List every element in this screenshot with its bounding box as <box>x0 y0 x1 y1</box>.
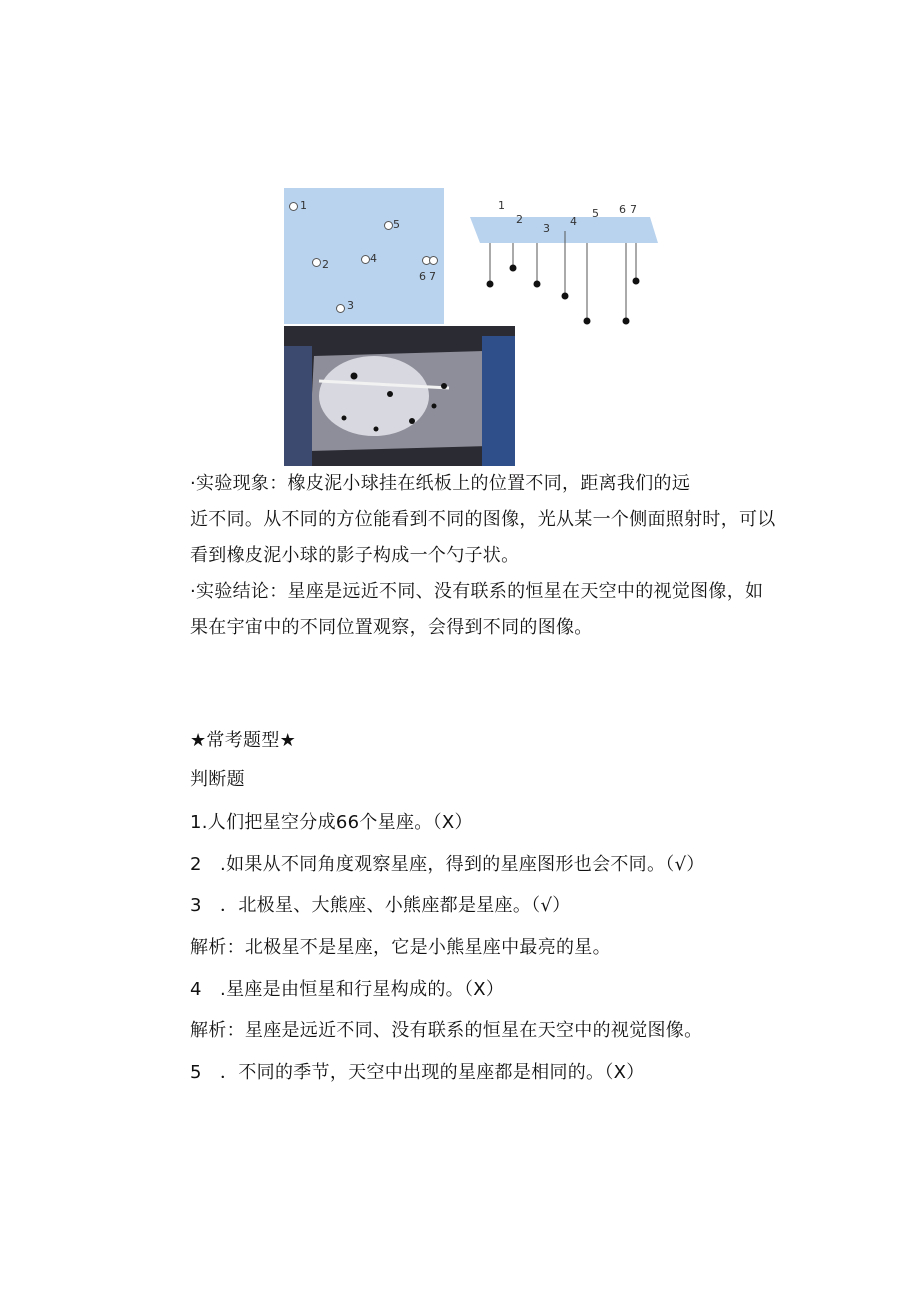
hanging-ball <box>633 278 640 285</box>
star-ball <box>289 202 298 211</box>
star-ball <box>384 221 393 230</box>
star-label: 4 <box>570 215 577 228</box>
question-3: 3 ．北极星、大熊座、小熊座都是星座。（√） <box>190 895 571 916</box>
phenomenon-line-2: 近不同。从不同的方位能看到不同的图像，光从某一个侧面照射时，可以 <box>190 509 776 530</box>
star-ball <box>361 255 370 264</box>
conclusion-line-1: ·实验结论：星座是远近不同、没有联系的恒星在天空中的视觉图像，如 <box>190 581 764 602</box>
side-view-figure <box>470 195 660 330</box>
top-view-figure <box>284 188 444 324</box>
subsection-title: 判断题 <box>190 769 245 790</box>
star-label: 1 <box>300 199 307 212</box>
star-label: 3 <box>347 299 354 312</box>
star-ball <box>336 304 345 313</box>
star-label: 4 <box>370 252 377 265</box>
star-label: 7 <box>429 270 436 283</box>
photo-drawing <box>284 326 515 466</box>
section-title: ★常考题型★ <box>190 730 297 751</box>
star-label: 1 <box>498 199 505 212</box>
star-ball <box>429 256 438 265</box>
board-shape <box>470 217 658 243</box>
question-4: 4 .星座是由恒星和行星构成的。（X） <box>190 979 505 1000</box>
star-label: 2 <box>322 258 329 271</box>
hanging-ball <box>584 318 591 325</box>
answer-4: 解析：星座是远近不同、没有联系的恒星在天空中的视觉图像。 <box>190 1020 703 1041</box>
phenomenon-line-1: ·实验现象：橡皮泥小球挂在纸板上的位置不同，距离我们的远 <box>190 473 691 494</box>
star-label: 6 <box>619 203 626 216</box>
star-label: 7 <box>630 203 637 216</box>
answer-3: 解析：北极星不是星座，它是小熊星座中最亮的星。 <box>190 937 611 958</box>
star-ball <box>312 258 321 267</box>
star-label: 5 <box>592 207 599 220</box>
star-label: 3 <box>543 222 550 235</box>
question-5: 5 ．不同的季节，天空中出现的星座都是相同的。（X） <box>190 1062 645 1083</box>
experiment-photo <box>284 326 515 466</box>
phenomenon-line-3: 看到橡皮泥小球的影子构成一个勺子状。 <box>190 545 520 566</box>
hanging-ball <box>623 318 630 325</box>
star-label: 6 <box>419 270 426 283</box>
hanging-ball <box>487 281 494 288</box>
question-1: 1.人们把星空分成66个星座。（X） <box>190 812 473 833</box>
hanging-ball <box>510 265 517 272</box>
hanging-ball <box>534 281 541 288</box>
star-label: 2 <box>516 213 523 226</box>
question-2: 2 .如果从不同角度观察星座，得到的星座图形也会不同。（√） <box>190 854 705 875</box>
hanging-ball <box>562 293 569 300</box>
conclusion-line-2: 果在宇宙中的不同位置观察，会得到不同的图像。 <box>190 617 593 638</box>
star-label: 5 <box>393 218 400 231</box>
